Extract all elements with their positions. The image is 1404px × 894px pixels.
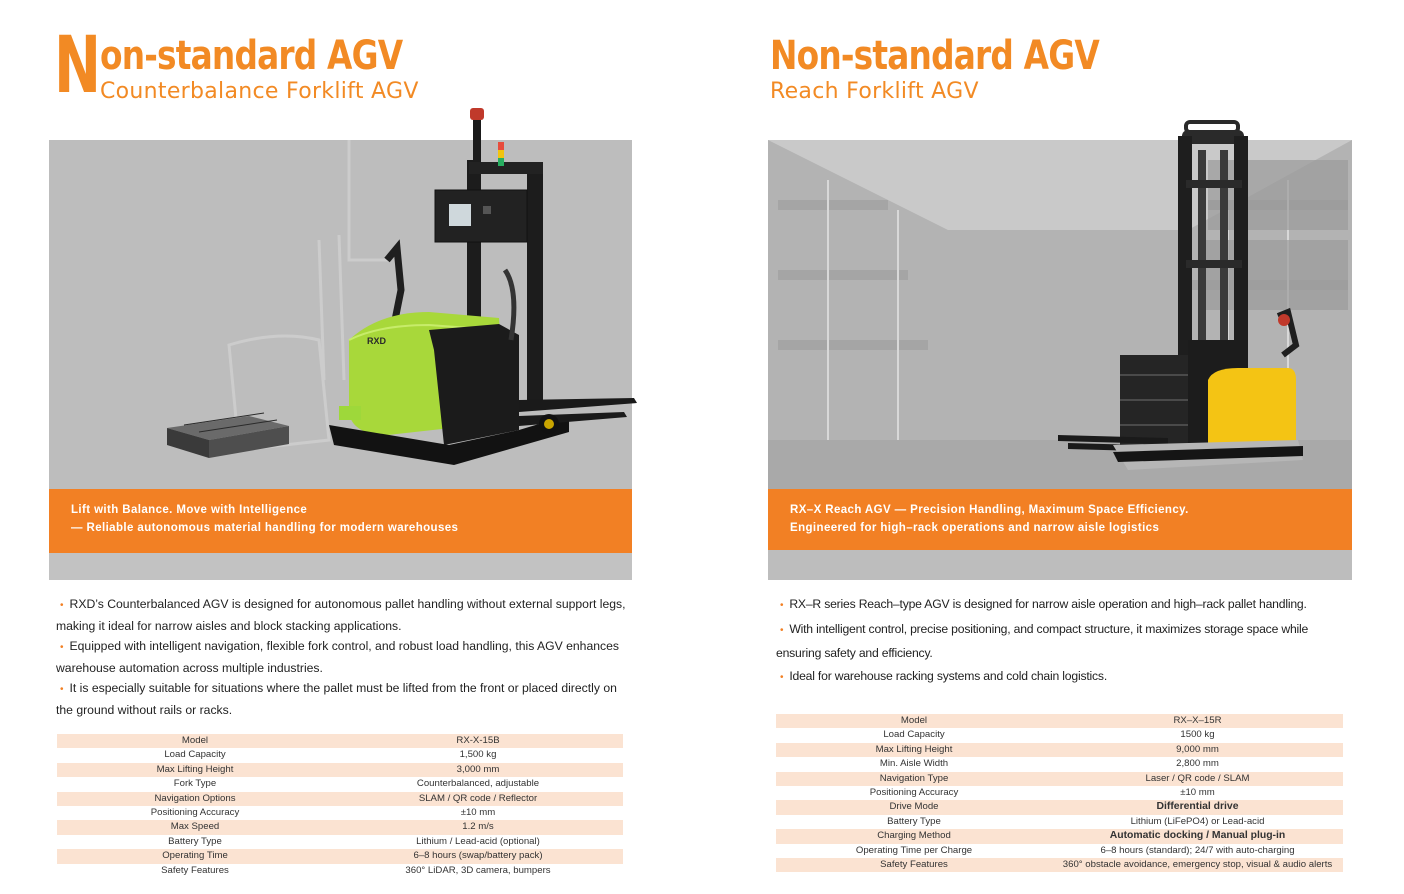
counterbalance-forklift-illustration [49,140,632,490]
table-row: Fork Type Counterbalanced, adjustable [173,778,540,790]
banner-line-1: RX–X Reach AGV — Precision Handling, Maximum Space Efficiency. [790,504,1189,516]
table-row: Navigation Options SLAM / QR code / Reflector [57,792,623,806]
table-row: Battery Type Lithium (LiFePO4) or Lead-acid [887,815,1265,827]
page-title: Non-standard AGV [770,33,1099,79]
slogan-banner [768,489,1352,550]
list-item: • Ideal for warehouse racking systems and cold chain logistics. [780,668,1108,683]
feature-list [56,594,636,720]
brand-logo: RXD [367,336,387,346]
banner-line-2: — Reliable autonomous material handling for modern warehouses [71,522,459,534]
table-row: Load Capacity 1500 kg [883,729,1215,741]
list-item: • RXD’s Counterbalanced AGV is designed for autonomous pallet handling without external support legs, making it ideal for narrow aisles and block stacking applications. [56,597,626,633]
list-item: • With intelligent control, precise positioning, and compact structure, it maximizes storage space while ensuring safety and efficiency. [776,621,1309,660]
table-row: Max Lifting Height 3,000 mm [57,763,623,777]
table-row: Charging Method Automatic docking / Manual plug-in [776,829,1343,843]
table-row: Max Lifting Height 9,000 mm [776,743,1343,757]
reach-forklift-illustration [768,140,1352,490]
table-row: Operating Time per Charge 6–8 hours (standard); 24/7 with auto-charging [855,844,1295,856]
list-item: • Equipped with intelligent navigation, flexible fork control, and robust load handling, this AGV enhances warehouse automation across multiple industries. [56,639,619,675]
left-page [0,0,700,894]
feature-list [776,593,1356,689]
table-row: Navigation Type Laser / QR code / SLAM [776,772,1343,786]
table-row: Positioning Accuracy ±10 mm [150,806,496,818]
table-row: Drive Mode Differential drive [776,800,1343,814]
spec-table [57,734,623,878]
table-row: Model RX–X–15R [776,714,1343,728]
table-row: Operating Time 6–8 hours (swap/battery pack) [57,849,623,863]
table-row: Load Capacity 1,500 kg [164,749,497,761]
product-photo-panel [49,140,632,580]
page-title: on-standard AGV [100,33,403,79]
product-photo-panel [768,140,1352,580]
banner-line-1: Lift with Balance. Move with Intelligence [71,504,308,516]
table-row: Min. Aisle Width 2,800 mm [879,758,1219,770]
table-row: Max Speed 1.2 m/s [57,820,623,834]
slogan-banner [49,489,632,553]
table-row: Positioning Accuracy ±10 mm [869,786,1215,798]
list-item: • RX–R series Reach–type AGV is designed for narrow aisle operation and high–rack pallet handling. [780,597,1307,611]
pallet-illustration [167,413,289,458]
table-row: Safety Features 360° obstacle avoidance, emergency stop, visual & audio alerts [776,858,1343,872]
right-page [700,0,1404,894]
banner-line-2: Engineered for high–rack operations and narrow aisle logistics [790,522,1160,534]
page-subtitle: Reach Forklift AGV [770,79,979,104]
page-subtitle: Counterbalance Forklift AGV [100,79,419,104]
table-row: Safety Features 360° LiDAR, 3D camera, bumpers [161,864,551,876]
table-row: Model RX-X-15B [57,734,623,748]
list-item: • It is especially suitable for situations where the pallet must be lifted from the front or placed directly on the ground without rails or racks. [56,681,617,717]
spec-table [776,714,1343,872]
table-row: Battery Type Lithium / Lead-acid (optional) [168,835,540,847]
title-initial: N [54,21,102,111]
